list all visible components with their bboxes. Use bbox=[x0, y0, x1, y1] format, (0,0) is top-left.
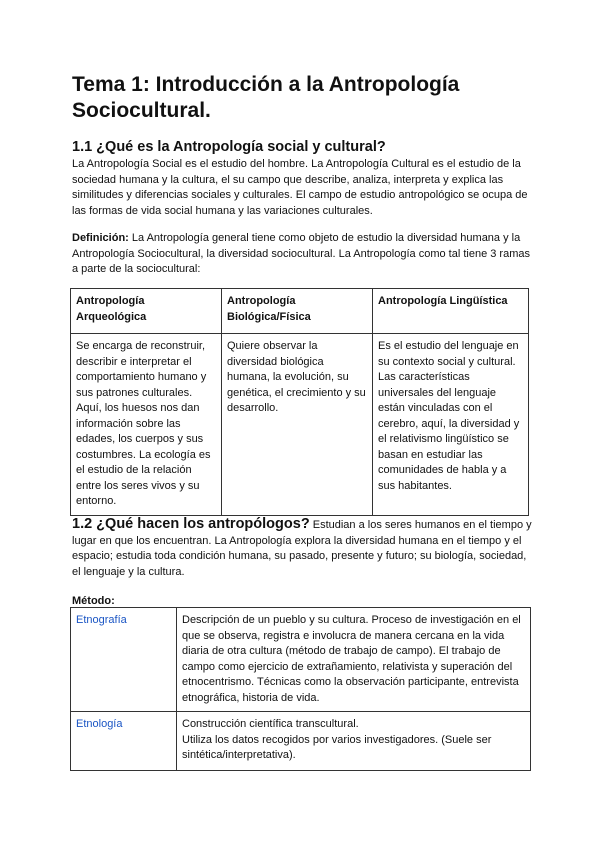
definition-paragraph bbox=[72, 231, 532, 278]
section-1-2 bbox=[72, 517, 532, 580]
header-biologica: Antropología Biológica/Física bbox=[222, 289, 373, 334]
page-title: Tema 1: Introducción a la Antropología Sociocultural. bbox=[72, 73, 460, 122]
method-row bbox=[71, 712, 531, 771]
etnologia-line-1: Construcción científica transcultural. bbox=[182, 718, 359, 730]
method-desc-etnologia bbox=[177, 712, 531, 771]
etnologia-line-2: Utiliza los datos recogidos por varios investigadores. (Suele ser sintética/interpretativa). bbox=[182, 733, 492, 761]
definition-text: La Antropología general tiene como objeto de estudio la diversidad humana y la Antropología Sociocultural, la diversidad sociocultural. La Antropología como tal tiene 3 ramas a parte de la sociocultural: bbox=[72, 232, 530, 275]
branches-table-header-row bbox=[71, 289, 529, 334]
header-arqueologica: Antropología Arqueológica bbox=[71, 289, 222, 334]
cell-arqueologica: Se encarga de reconstruir, describir e interpretar el comportamiento humano y sus patrones culturales. Aquí, los huesos nos dan información sobre las edades, los cuerpos y sus costumbres. La ecología es el estudio de la relación entre los seres vivos y su entorno. bbox=[71, 334, 222, 516]
method-row bbox=[71, 608, 531, 712]
cell-biologica: Quiere observar la diversidad biológica humana, la evolución, su genética, el crecimiento y su desarrollo. bbox=[222, 334, 373, 516]
section-1-1 bbox=[72, 139, 532, 219]
method-name-etnologia bbox=[71, 712, 177, 771]
method-desc-etnografia: Descripción de un pueblo y su cultura. Proceso de investigación en el que se observa, registra e involucra de manera cercana en la vida diaria de otra cultura (método de trabajo de campo). El trabajo de campo como ejercicio de extrañamiento, relativista y superación del etnocentrismo. Técnicas como la observación participante, entrevista etnográfica, historia de vida. bbox=[177, 608, 531, 712]
method-table bbox=[70, 607, 531, 771]
definition-label: Definición: bbox=[72, 232, 129, 244]
section-1-2-body: Estudian a los seres humanos en el tiempo y lugar en que los encuentran. La Antropología explora la diversidad humana en el tiempo y el espacio; estudia toda condición humana, su pasado, presente y futuro; su biología, sociedad, el lenguaje y la cultura. bbox=[72, 519, 532, 578]
cell-linguistica: Es el estudio del lenguaje en su contexto social y cultural. Las características universales del lenguaje están vinculadas con el cerebro, aquí, la diversidad y el relativismo lingüístico se basan en estudiar las comunidades de habla y a sus habitantes. bbox=[373, 334, 529, 516]
method-name-etnografia bbox=[71, 608, 177, 712]
section-1-2-heading: 1.2 ¿Qué hacen los antropólogos? bbox=[72, 516, 310, 532]
section-1-1-body: La Antropología Social es el estudio del hombre. La Antropología Cultural es el estudio de la sociedad humana y la cultura, el su campo que describe, analiza, interpreta y explica las similitudes y diferencias sociales y culturales. El campo de estudio antropológico se ocupa de las formas de vida social humana y las variaciones culturales. bbox=[72, 158, 528, 217]
branches-table-body-row bbox=[71, 334, 529, 516]
etnografia-link[interactable]: Etnografía bbox=[76, 614, 127, 626]
method-label: Método: bbox=[72, 595, 115, 607]
header-linguistica: Antropología Lingüística bbox=[373, 289, 529, 334]
section-1-1-heading: 1.1 ¿Qué es la Antropología social y cultural? bbox=[72, 139, 386, 155]
branches-table bbox=[70, 288, 529, 516]
etnologia-link[interactable]: Etnología bbox=[76, 718, 123, 730]
